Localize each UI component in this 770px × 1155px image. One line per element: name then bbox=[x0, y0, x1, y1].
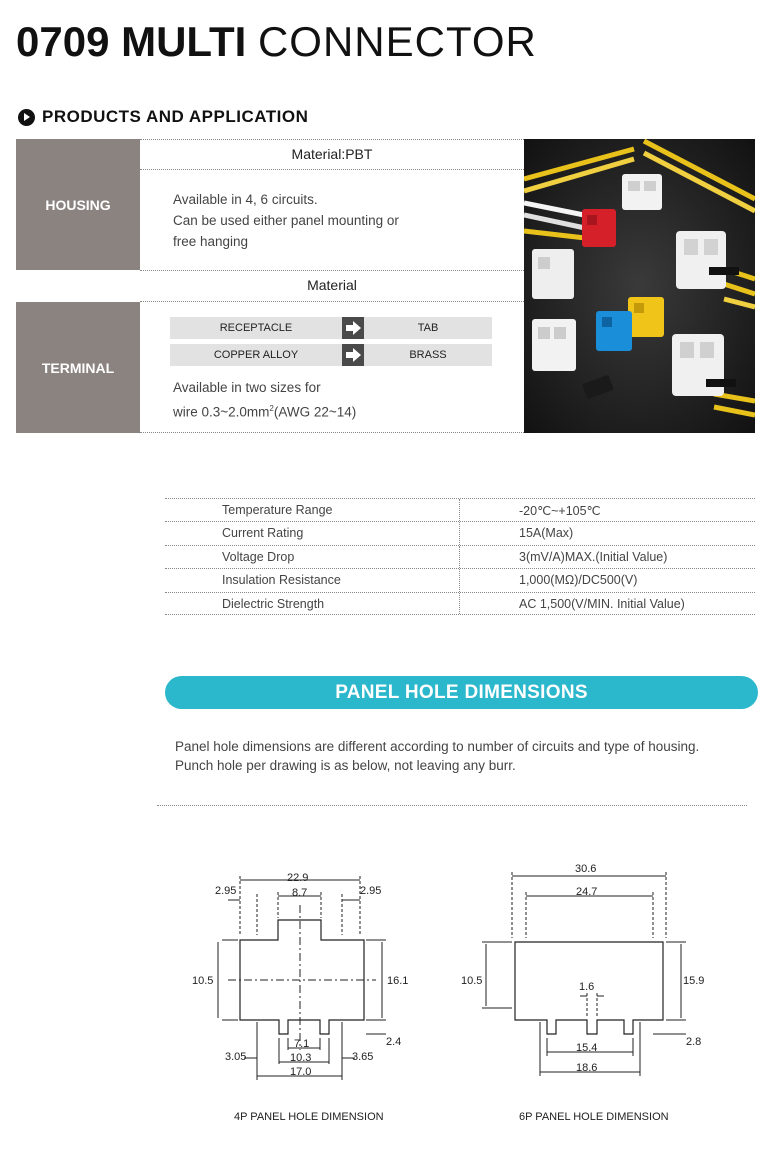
terminal-material-title: Material bbox=[307, 277, 357, 293]
terminal-line-text: (AWG 22~14) bbox=[273, 404, 357, 420]
dim-label: 3.05 bbox=[225, 1051, 247, 1063]
spec-value: 15A(Max) bbox=[519, 526, 574, 541]
housing-material-title: Material:PBT bbox=[291, 146, 373, 162]
terminal-label: TERMINAL bbox=[16, 302, 140, 433]
dim-label: 1.6 bbox=[579, 981, 595, 993]
superscript: 2 bbox=[269, 404, 274, 413]
dim-label: 30.6 bbox=[575, 863, 597, 875]
spec-name: Insulation Resistance bbox=[222, 573, 341, 588]
dim-label: 2.8 bbox=[686, 1036, 702, 1048]
spec-value: -20℃~+105℃ bbox=[519, 504, 601, 518]
dim-label: 22.9 bbox=[287, 872, 309, 884]
spec-name: Dielectric Strength bbox=[222, 596, 325, 611]
section-label: PRODUCTS AND APPLICATION bbox=[42, 107, 309, 126]
terminal-cell-right: TAB bbox=[364, 317, 492, 339]
title-light: CONNECTOR bbox=[257, 18, 537, 65]
drawing-caption-4p: 4P PANEL HOLE DIMENSION bbox=[234, 1111, 384, 1123]
title-bold: 0709 MULTI bbox=[16, 18, 247, 65]
terminal-cell-left: RECEPTACLE bbox=[170, 317, 342, 339]
spec-value: 3(mV/A)MAX.(Initial Value) bbox=[519, 549, 668, 564]
housing-line: free hanging bbox=[173, 234, 249, 249]
dim-label: 7.1 bbox=[294, 1038, 310, 1050]
spec-name: Current Rating bbox=[222, 526, 304, 541]
terminal-cell-right: BRASS bbox=[364, 344, 492, 366]
hole-outline-4p bbox=[240, 920, 364, 1034]
dim-label: 17.0 bbox=[290, 1066, 312, 1078]
terminal-line-text: wire 0.3~2.0mm bbox=[173, 404, 270, 420]
terminal-cell-left: COPPER ALLOY bbox=[170, 344, 342, 366]
housing-label: HOUSING bbox=[16, 139, 140, 270]
dim-label: 18.6 bbox=[576, 1062, 598, 1074]
dim-label: 10.5 bbox=[192, 975, 214, 987]
dim-label: 10.3 bbox=[290, 1052, 312, 1064]
dim-label: 16.1 bbox=[387, 975, 409, 987]
dim-label: 2.95 bbox=[360, 885, 382, 897]
housing-line: Can be used either panel mounting or bbox=[173, 213, 399, 228]
panel-heading-banner: PANEL HOLE DIMENSIONS bbox=[165, 676, 758, 709]
panel-desc-line: Punch hole per drawing is as below, not leaving any burr. bbox=[175, 758, 516, 773]
housing-line: Available in 4, 6 circuits. bbox=[173, 192, 318, 207]
spec-value: AC 1,500(V/MIN. Initial Value) bbox=[519, 596, 685, 611]
dim-label: 2.95 bbox=[215, 885, 237, 897]
dim-label: 24.7 bbox=[576, 886, 598, 898]
panel-desc-line: Panel hole dimensions are different according to number of circuits and type of housing. bbox=[175, 739, 700, 754]
spec-value: 1,000(MΩ)/DC500(V) bbox=[519, 573, 638, 588]
drawing-caption-6p: 6P PANEL HOLE DIMENSION bbox=[519, 1111, 669, 1123]
spec-name: Voltage Drop bbox=[222, 549, 295, 564]
dim-label: 10.5 bbox=[461, 975, 483, 987]
spec-name: Temperature Range bbox=[222, 503, 333, 517]
terminal-line: Available in two sizes for bbox=[173, 380, 321, 395]
dim-label: 8.7 bbox=[292, 887, 308, 899]
dim-label: 2.4 bbox=[386, 1036, 402, 1048]
dim-label: 3.65 bbox=[352, 1051, 374, 1063]
dim-label: 15.9 bbox=[683, 975, 705, 987]
dim-label: 15.4 bbox=[576, 1042, 598, 1054]
